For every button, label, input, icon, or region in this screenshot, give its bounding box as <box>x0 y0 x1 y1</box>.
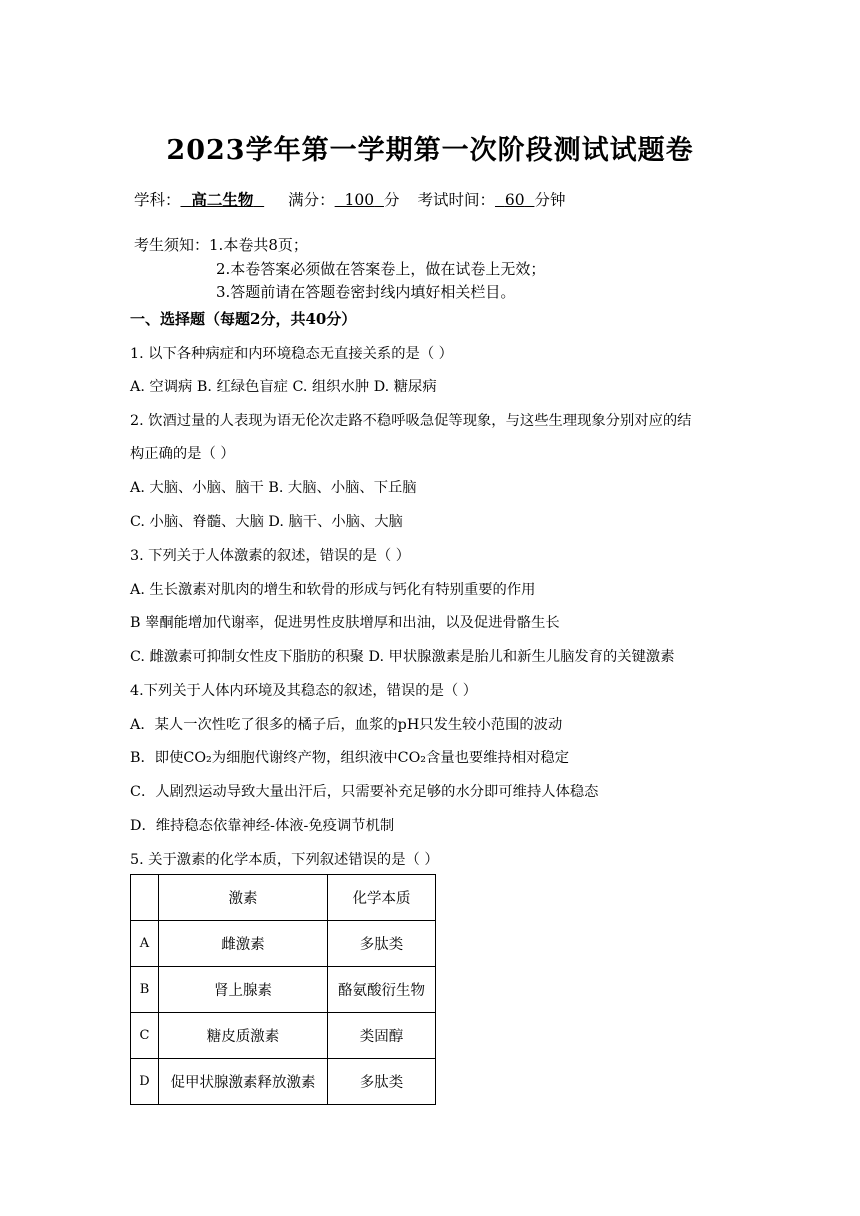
subject-label: 学科： <box>134 191 181 209</box>
table-cell: 促甲状腺激素释放激素 <box>159 1059 328 1105</box>
q2-options-line2: C. 小脑、脊髓、大脑 D. 脑干、小脑、大脑 <box>130 514 403 530</box>
table-row <box>131 921 436 967</box>
table-cell <box>131 875 159 921</box>
hormone-table <box>130 874 436 1105</box>
q4-option-b: B．即使CO₂为细胞代谢终产物，组织液中CO₂含量也要维持相对稳定 <box>130 750 570 766</box>
q3-option-cd: C. 雌激素可抑制女性皮下脂肪的积聚 D. 甲状腺激素是胎儿和新生儿脑发育的关键激素 <box>130 649 675 665</box>
table-cell: D <box>131 1059 159 1105</box>
q5-stem: 5. 关于激素的化学本质，下列叙述错误的是（ ） <box>130 852 439 868</box>
q3-stem: 3. 下列关于人体激素的叙述，错误的是（ ） <box>130 548 411 564</box>
notice-item-3: 3.答题前请在答题卷密封线内填好相关栏目。 <box>216 283 516 301</box>
q4-option-a: A．某人一次性吃了很多的橘子后，血浆的pH只发生较小范围的波动 <box>130 717 563 733</box>
table-cell: B <box>131 967 159 1013</box>
table-cell: A <box>131 921 159 967</box>
q4-stem: 4.下列关于人体内环境及其稳态的叙述，错误的是（ ） <box>130 683 478 699</box>
table-row <box>131 967 436 1013</box>
time-unit: 分钟 <box>534 191 566 209</box>
table-cell: 酪氨酸衍生物 <box>328 967 436 1013</box>
table-header-chemical-nature: 化学本质 <box>328 875 436 921</box>
table-row <box>131 1013 436 1059</box>
table-row <box>131 1059 436 1105</box>
table-cell: 糖皮质激素 <box>159 1013 328 1059</box>
exam-meta <box>134 188 565 210</box>
subject-value: 高二生物 <box>191 190 254 209</box>
q4-option-c: C．人剧烈运动导致大量出汗后，只需要补充足够的水分即可维持人体稳态 <box>130 784 599 800</box>
table-cell: 雌激素 <box>159 921 328 967</box>
time-label: 考试时间： <box>417 191 495 209</box>
table-cell: 类固醇 <box>328 1013 436 1059</box>
time-value: 60 <box>504 191 525 209</box>
page-title: 2023学年第一学期第一次阶段测试试题卷 <box>166 135 694 166</box>
score-label: 满分： <box>288 191 335 209</box>
section-heading: 一、选择题（每题2分，共40分） <box>130 310 357 328</box>
table-header-row <box>131 875 436 921</box>
q4-option-d: D．维持稳态依靠神经-体液-免疫调节机制 <box>130 818 395 834</box>
notice-label: 考生须知： <box>134 236 210 254</box>
q2-stem-line1: 2. 饮酒过量的人表现为语无伦次走路不稳呼吸急促等现象，与这些生理现象分别对应的结 <box>130 413 692 429</box>
score-value: 100 <box>344 191 375 209</box>
q1-options: A. 空调病 B. 红绿色盲症 C. 组织水肿 D. 糖尿病 <box>130 379 437 395</box>
table-cell: C <box>131 1013 159 1059</box>
notice-item-1: 考生须知：1.本卷共8页； <box>134 236 308 254</box>
q2-options-line1: A. 大脑、小脑、脑干 B. 大脑、小脑、下丘脑 <box>130 480 417 496</box>
notice-item-2: 2.本卷答案必须做在答案卷上，做在试卷上无效； <box>216 260 546 278</box>
q3-option-a: A. 生长激素对肌肉的增生和软骨的形成与钙化有特别重要的作用 <box>130 582 536 598</box>
table-header-hormone: 激素 <box>159 875 328 921</box>
q2-stem-line2: 构正确的是（ ） <box>130 446 235 462</box>
q1-stem: 1. 以下各种病症和内环境稳态无直接关系的是（ ） <box>130 346 453 362</box>
table-cell: 多肽类 <box>328 1059 436 1105</box>
table-cell: 肾上腺素 <box>159 967 328 1013</box>
table-cell: 多肽类 <box>328 921 436 967</box>
q3-option-b: B 睾酮能增加代谢率，促进男性皮肤增厚和出油，以及促进骨骼生长 <box>130 615 560 631</box>
score-unit: 分 <box>383 191 400 209</box>
